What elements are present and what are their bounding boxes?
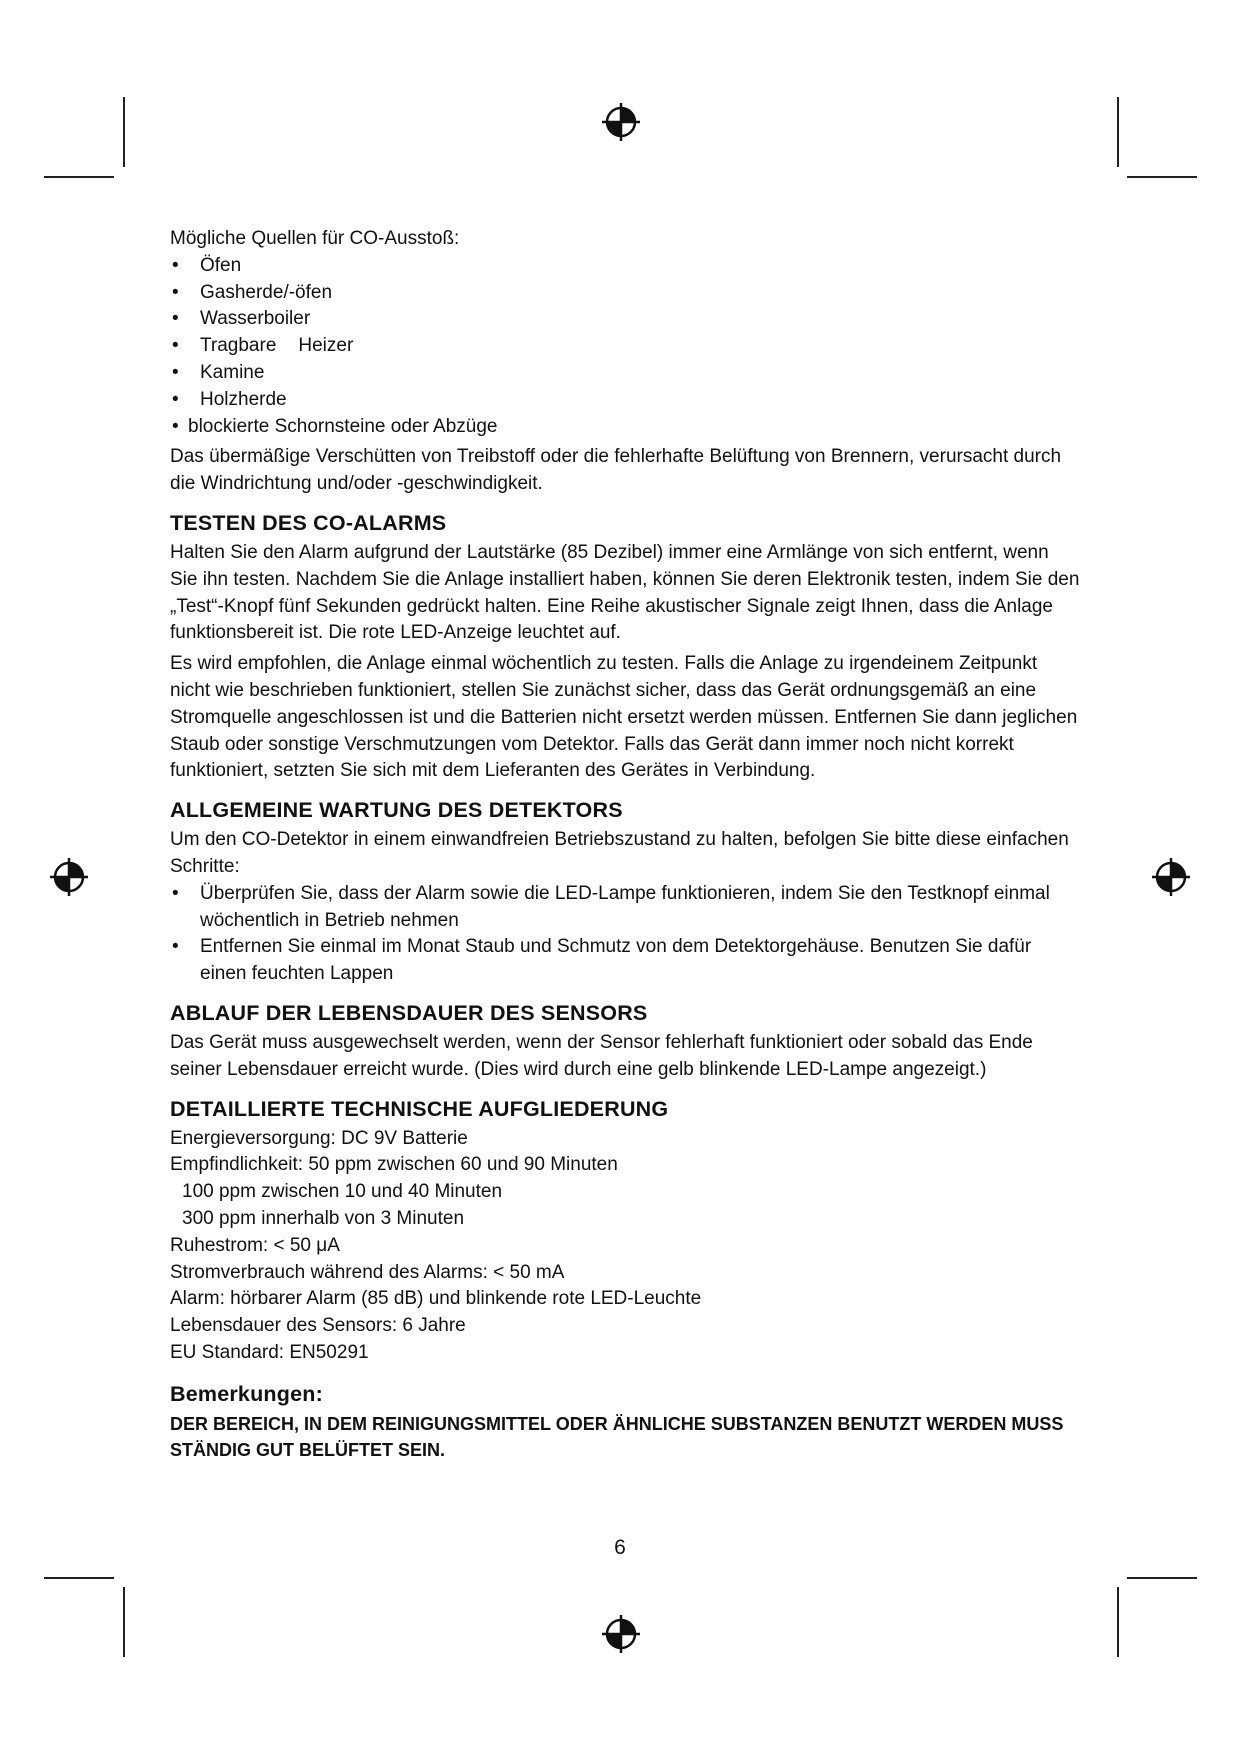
crop-mark-bottom-right-vertical <box>1117 1587 1119 1657</box>
crop-mark-top-left-vertical <box>123 97 125 167</box>
testing-paragraph-2: Es wird empfohlen, die Anlage einmal wöchentlich zu testen. Falls die Anlage zu irgendeinem Zeitpunkt nicht wie beschrieben funktioniert, stellen Sie zunächst sicher, dass das Gerät ordnungsgemäß an eine Stromquelle angeschlossen ist und die Batterien nicht ersetzt werden müssen. Entfernen Sie dann jeglichen Staub oder sonstige Verschmutzungen vom Detektor. Falls das Gerät dann immer noch nicht korrekt funktioniert, setzten Sie sich mit dem Lieferanten des Gerätes in Verbindung. <box>170 653 1078 782</box>
registration-mark-bottom-icon <box>601 1614 641 1654</box>
registration-mark-top-icon <box>601 102 641 142</box>
spec-line: Energieversorgung: DC 9V Batterie <box>170 1127 468 1149</box>
testing-paragraph-1: Halten Sie den Alarm aufgrund der Lautstärke (85 Dezibel) immer eine Armlänge von sich entfernt, wenn Sie ihn testen. Nachdem Sie die Anlage installiert haben, können Sie deren Elektronik testen, indem Sie den „Test“-Knopf fünf Sekunden gedrückt halten. Eine Reihe akustischer Signale zeigt Ihnen, dass die Anlage funktionsbereit ist. Die rote LED-Anzeige leuchtet auf. <box>170 541 1080 644</box>
sources-list <box>170 253 1080 441</box>
section-heading-testing: TESTEN DES CO-ALARMS <box>170 510 447 535</box>
crop-mark-top-right-vertical <box>1117 97 1119 167</box>
section-heading-lifetime: ABLAUF DER LEBENSDAUER DES SENSORS <box>170 1000 648 1025</box>
list-item: • Überprüfen Sie, dass der Alarm sowie die LED-Lampe funktionieren, indem Sie den Testknopf einmal wöchentlich in Betrieb nehmen <box>170 881 1080 935</box>
lifetime-text: Das Gerät muss ausgewechselt werden, wenn der Sensor fehlerhaft funktioniert oder sobald das Ende seiner Lebensdauer erreicht wurde. (Dies wird durch eine gelb blinkende LED-Lampe angezeigt.) <box>170 1031 1033 1080</box>
list-item-text: Heizer <box>298 335 354 357</box>
registration-mark-left-icon <box>49 857 89 897</box>
crop-mark-top-right-horizontal <box>1127 176 1197 178</box>
list-item: • blockierte Schornsteine oder Abzüge <box>170 414 1080 441</box>
crop-mark-bottom-left-vertical <box>123 1587 125 1657</box>
section-heading-specs: DETAILLIERTE TECHNISCHE AUFGLIEDERUNG <box>170 1096 669 1121</box>
crop-mark-top-left-horizontal <box>44 176 114 178</box>
spec-line: Alarm: hörbarer Alarm (85 dB) und blinkende rote LED-Leuchte <box>170 1288 702 1310</box>
list-item: • Gasherde/-öfen <box>170 280 1080 307</box>
list-item-text: Tragbare <box>200 335 277 357</box>
sources-intro: Mögliche Quellen für CO-Ausstoß: <box>170 228 460 249</box>
list-item: • Entfernen Sie einmal im Monat Staub und Schmutz von dem Detektorgehäuse. Benutzen Sie dafür einen feuchten Lappen <box>170 934 1080 988</box>
list-item: • Kamine <box>170 360 1080 387</box>
spec-line: Empfindlichkeit: 50 ppm zwischen 60 und 90 Minuten <box>170 1154 618 1176</box>
spec-line: Ruhestrom: < 50 μA <box>170 1234 340 1256</box>
page-content <box>170 226 1080 1464</box>
maintenance-steps <box>170 881 1080 988</box>
page-number: 6 <box>614 1536 626 1559</box>
list-item: • Holzherde <box>170 387 1080 414</box>
crop-mark-bottom-right-horizontal <box>1127 1577 1197 1579</box>
spec-line: Stromverbrauch während des Alarms: < 50 mA <box>170 1261 565 1283</box>
list-item: • Öfen <box>170 253 1080 280</box>
list-item <box>170 333 1080 360</box>
specs-list <box>170 1126 1080 1367</box>
remarks-text: DER BEREICH, IN DEM REINIGUNGSMITTEL ODER ÄHNLICHE SUBSTANZEN BENUTZT WERDEN MUSS STÄNDIG GUT BELÜFTET SEIN. <box>170 1413 1064 1461</box>
crop-mark-bottom-left-horizontal <box>44 1577 114 1579</box>
spec-line: 100 ppm zwischen 10 und 40 Minuten <box>182 1181 503 1203</box>
spec-line: Lebensdauer des Sensors: 6 Jahre <box>170 1315 466 1337</box>
spec-line: EU Standard: EN50291 <box>170 1341 369 1363</box>
list-item: • Wasserboiler <box>170 306 1080 333</box>
section-heading-maintenance: ALLGEMEINE WARTUNG DES DETEKTORS <box>170 798 623 823</box>
spec-line: 300 ppm innerhalb von 3 Minuten <box>182 1207 465 1229</box>
section-heading-remarks: Bemerkungen: <box>170 1381 323 1406</box>
registration-mark-right-icon <box>1151 857 1191 897</box>
maintenance-intro: Um den CO-Detektor in einem einwandfreien Betriebszustand zu halten, befolgen Sie bitte diese einfachen Schritte: <box>170 829 1069 877</box>
sources-note: Das übermäßige Verschütten von Treibstoff oder die fehlerhafte Belüftung von Brennern, verursacht durch die Windrichtung und/oder -geschwindigkeit. <box>170 446 1062 495</box>
